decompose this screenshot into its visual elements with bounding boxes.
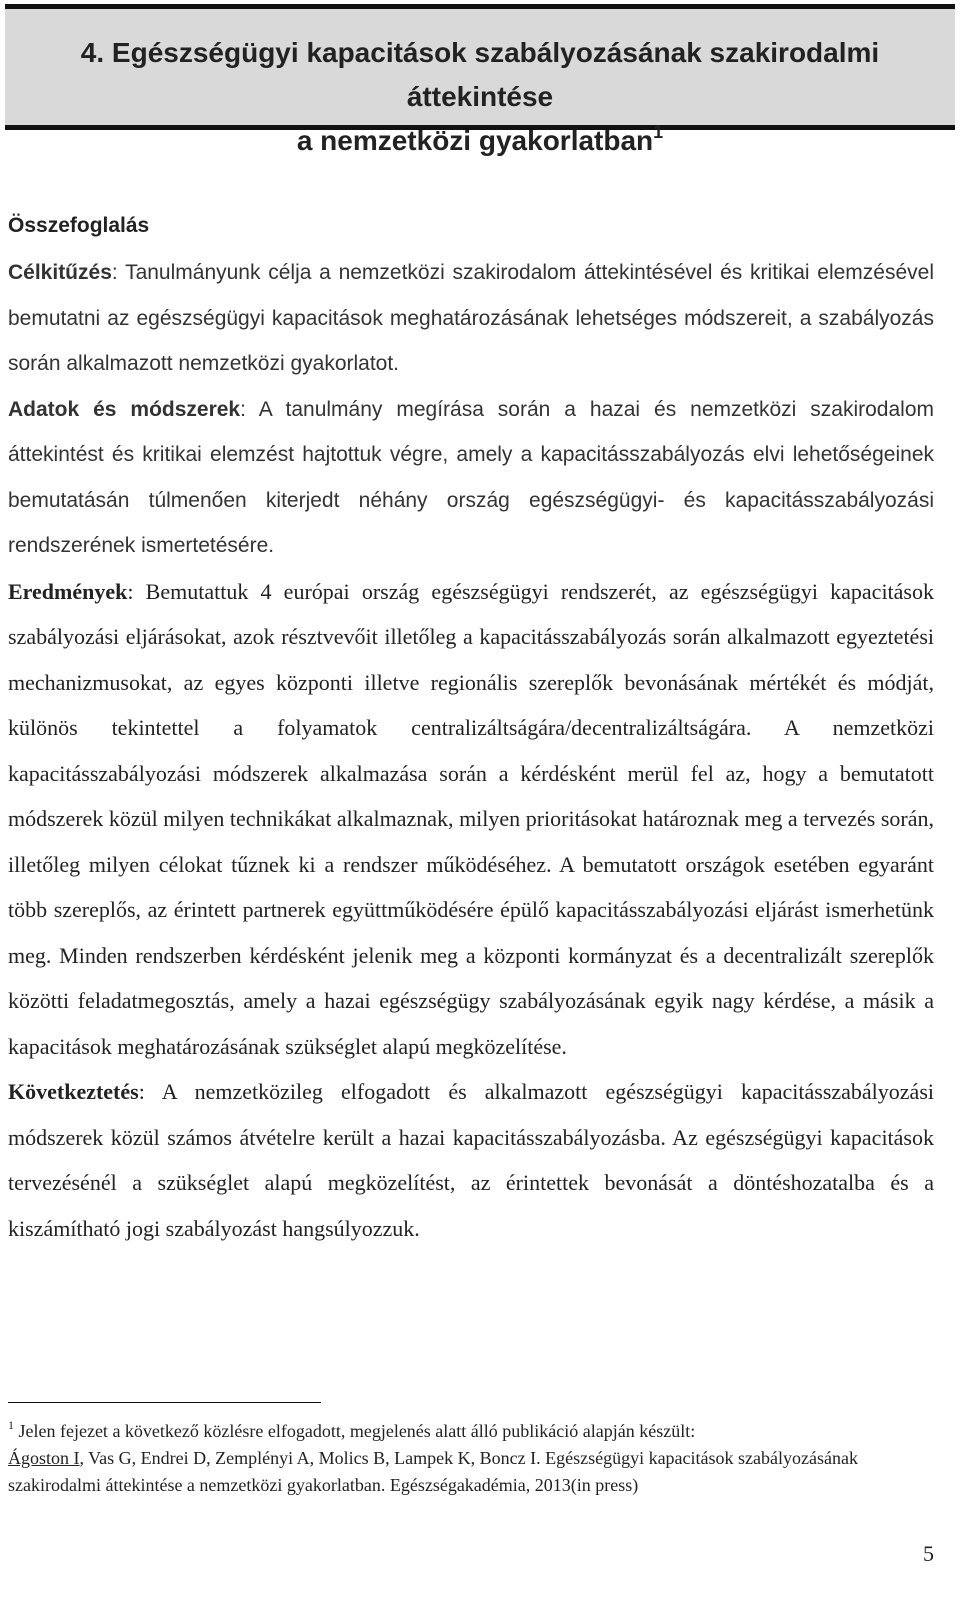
footnote-line-1 [8,1418,934,1445]
chapter-title-line-2-text: a nemzetközi gyakorlatban [296,125,654,156]
footnote-separator [8,1402,321,1403]
section-conclusion-text: : A nemzetközileg elfogadott és alkalmazott egészségügyi kapacitásszabályozási módszerek közül számos átvételre került a hazai kapacitásszabályozásba. Az egészségügyi kapacitások tervezésénél a szükséglet alapú megközelítést, az érintettek bevonását a döntéshozatalba és a kiszámítható jogi szabályozást hangsúlyozzuk. [8,1079,934,1241]
footnote-citation-text: , Vas G, Endrei D, Zemplényi A, Molics B, Lampek K, Boncz I. Egészségügyi kapacitások szabályozásának szakirodalmi áttekintése a nemzetközi gyakorlatban. Egészségakadémia, 2013(in press) [8,1448,858,1495]
section-methods-label: Adatok és módszerek [8,397,241,421]
footnote-citation [8,1445,934,1499]
chapter-title-line-2 [5,119,955,163]
section-conclusion-label: Következtetés [8,1079,139,1104]
title-footnote-mark[interactable]: 1 [653,122,664,142]
section-objective-text: : Tanulmányunk célja a nemzetközi szakirodalom áttekintésével és kritikai elemzésével bemutatni az egészségügyi kapacitások meghatározásának lehetséges módszereit, a szabályozás során alkalmazott nemzetközi gyakorlatot. [8,261,934,375]
page-number: 5 [923,1541,934,1566]
chapter-title-banner [5,4,955,156]
abstract [8,206,934,1251]
section-methods-text: : A tanulmány megírása során a hazai és nemzetközi szakirodalom áttekintést és kritikai elemzést hajtottuk végre, amely a kapacitásszabályozás elvi lehetőségeinek bemutatásán túlmenően kiterjedt néhány ország egészségügyi- és kapacitásszabályozási rendszerének ismertetésére. [8,397,934,557]
chapter-title-line-1: 4. Egészségügyi kapacitások szabályozásának szakirodalmi áttekintése [80,37,880,112]
abstract-heading: Összefoglalás [8,214,150,237]
section-results-label: Eredmények [8,578,128,604]
section-results [8,569,934,1070]
footnote-line-1-text: Jelen fejezet a következő közlésre elfogadott, megjelenés alatt álló publikáció alapján készült: [18,1421,696,1441]
section-methods [8,387,934,569]
footnote-author-link[interactable]: Ágoston I [8,1448,80,1468]
footnote [8,1418,934,1499]
section-objective [8,250,934,387]
section-objective-label: Célkitűzés [8,261,112,284]
section-results-text: : Bemutattuk 4 európai ország egészségügyi rendszerét, az egészségügyi kapacitások szabályozási eljárásokat, azok résztvevőit illetőleg a kapacitásszabályozás során alkalmazott egyeztetési mechanizmusokat, az egyes központi illetve regionális szereplők bevonásának mértékét és módját, különös tekintettel a folyamatok centralizáltságára/decentralizáltságára. A nemzetközi kapacitásszabályozási módszerek alkalmazása során a kérdésként merül fel az, hogy a bemutatott módszerek közül milyen technikákat alkalmaznak, milyen prioritásokat határoznak meg a tervezés során, illetőleg milyen célokat tűznek ki a rendszer működéséhez. A bemutatott országok esetében egyaránt több szereplős, az érintett partnerek együttműködésére épülő kapacitásszabályozási eljárást ismerhetünk meg. Minden rendszerben kérdésként jelenik meg a központi kormányzat és a decentralizált szereplők közötti feladatmegosztás, amely a hazai egészségügy szabályozásának egyik nagy kérdése, a másik a kapacitások meghatározásának szükséglet alapú megközelítése. [8,578,934,1059]
footnote-mark: 1 [8,1418,14,1432]
section-conclusion [8,1069,934,1251]
